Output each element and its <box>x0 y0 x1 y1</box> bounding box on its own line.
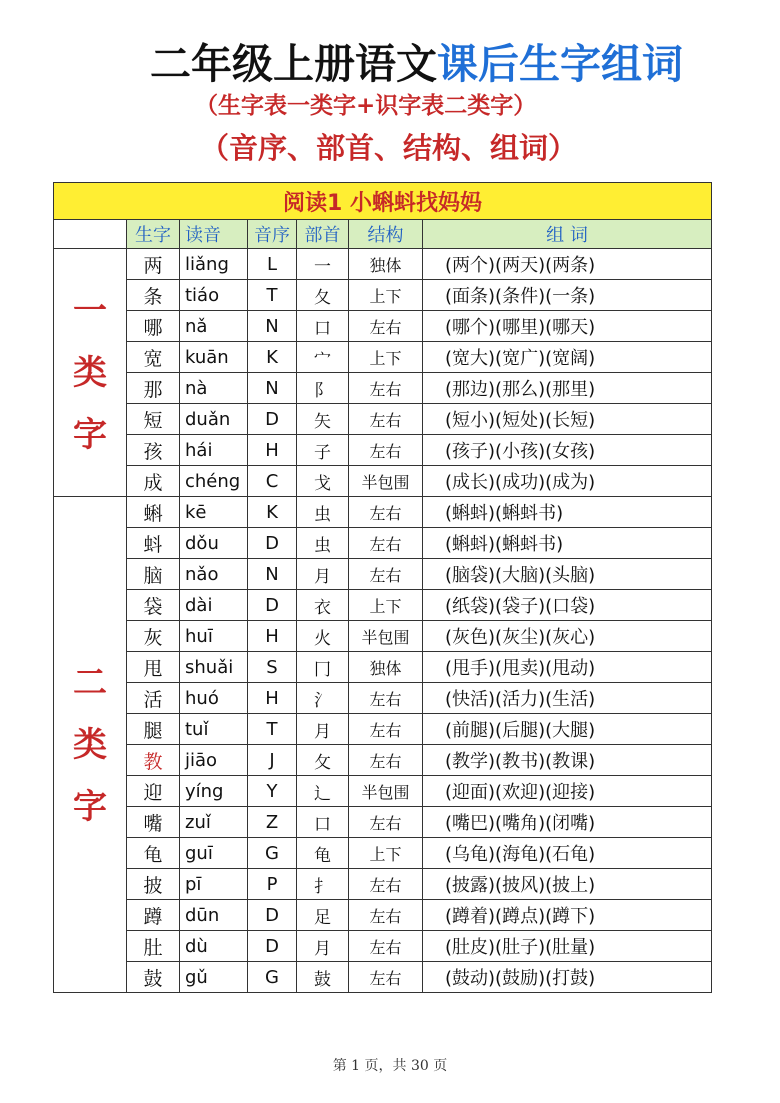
category-label-first <box>54 249 127 497</box>
char-cell: 袋 <box>127 590 180 621</box>
order-cell: G <box>248 838 297 869</box>
category-label-char: 一 <box>73 290 107 331</box>
pinyin-cell: chéng <box>180 466 248 497</box>
words-cell: (哪个)(哪里)(哪天) <box>423 311 712 342</box>
col-header-pinyin: 读音 <box>180 220 248 249</box>
structure-cell: 上下 <box>349 838 423 869</box>
radical-cell: 月 <box>297 931 349 962</box>
radical-cell: 冂 <box>297 652 349 683</box>
radical-cell: 虫 <box>297 497 349 528</box>
category-label-char: 字 <box>73 414 107 455</box>
order-cell: K <box>248 497 297 528</box>
words-cell: (嘴巴)(嘴角)(闭嘴) <box>423 807 712 838</box>
words-cell: (两个)(两天)(两条) <box>423 249 712 280</box>
char-cell: 腿 <box>127 714 180 745</box>
words-cell: (乌龟)(海龟)(石龟) <box>423 838 712 869</box>
table-row <box>54 404 712 435</box>
table-row <box>54 466 712 497</box>
vocab-table-container <box>53 182 711 993</box>
radical-cell: 宀 <box>297 342 349 373</box>
char-cell: 蹲 <box>127 900 180 931</box>
pinyin-cell: hái <box>180 435 248 466</box>
column-header-row <box>54 220 712 249</box>
order-cell: N <box>248 559 297 590</box>
char-cell: 条 <box>127 280 180 311</box>
char-cell: 成 <box>127 466 180 497</box>
structure-cell: 半包围 <box>349 466 423 497</box>
char-cell: 迎 <box>127 776 180 807</box>
words-cell: (成长)(成功)(成为) <box>423 466 712 497</box>
radical-cell: 子 <box>297 435 349 466</box>
table-row <box>54 559 712 590</box>
radical-cell: 戈 <box>297 466 349 497</box>
category-header-blank <box>54 220 127 249</box>
char-cell: 肚 <box>127 931 180 962</box>
pinyin-cell: kuān <box>180 342 248 373</box>
structure-cell: 上下 <box>349 590 423 621</box>
category-label-char: 类 <box>73 352 107 393</box>
order-cell: N <box>248 311 297 342</box>
char-cell: 那 <box>127 373 180 404</box>
radical-cell: 矢 <box>297 404 349 435</box>
char-cell: 蝌 <box>127 497 180 528</box>
structure-cell: 左右 <box>349 931 423 962</box>
order-cell: P <box>248 869 297 900</box>
table-row <box>54 621 712 652</box>
pinyin-cell: tiáo <box>180 280 248 311</box>
radical-cell: 夂 <box>297 280 349 311</box>
structure-cell: 半包围 <box>349 776 423 807</box>
structure-cell: 左右 <box>349 745 423 776</box>
table-row <box>54 776 712 807</box>
structure-cell: 左右 <box>349 962 423 993</box>
structure-cell: 独体 <box>349 249 423 280</box>
radical-cell: 衣 <box>297 590 349 621</box>
words-cell: (孩子)(小孩)(女孩) <box>423 435 712 466</box>
col-header-order: 音序 <box>248 220 297 249</box>
order-cell: H <box>248 435 297 466</box>
words-cell: (快活)(活力)(生活) <box>423 683 712 714</box>
structure-cell: 左右 <box>349 435 423 466</box>
order-cell: T <box>248 714 297 745</box>
table-row <box>54 962 712 993</box>
pinyin-cell: guī <box>180 838 248 869</box>
table-row <box>54 590 712 621</box>
table-row <box>54 249 712 280</box>
char-cell: 教 <box>127 745 180 776</box>
order-cell: Y <box>248 776 297 807</box>
subtitle-content-types: （音序、部首、结构、组词） <box>200 131 578 165</box>
vocab-table <box>53 182 712 993</box>
title-black-part: 二年级上册语文 <box>150 40 437 88</box>
table-row <box>54 528 712 559</box>
category-label-char: 二 <box>73 662 107 703</box>
table-row <box>54 745 712 776</box>
words-cell: (灰色)(灰尘)(灰心) <box>423 621 712 652</box>
words-cell: (披露)(披风)(披上) <box>423 869 712 900</box>
table-row <box>54 714 712 745</box>
order-cell: H <box>248 683 297 714</box>
words-cell: (宽大)(宽广)(宽阔) <box>423 342 712 373</box>
words-cell: (蝌蚪)(蝌蚪书) <box>423 497 712 528</box>
order-cell: Z <box>248 807 297 838</box>
char-cell: 披 <box>127 869 180 900</box>
table-row <box>54 652 712 683</box>
order-cell: J <box>248 745 297 776</box>
structure-cell: 上下 <box>349 280 423 311</box>
structure-cell: 上下 <box>349 342 423 373</box>
vocab-table-body <box>54 249 712 993</box>
radical-cell: 鼓 <box>297 962 349 993</box>
radical-cell: 虫 <box>297 528 349 559</box>
structure-cell: 左右 <box>349 311 423 342</box>
radical-cell: 一 <box>297 249 349 280</box>
radical-cell: 口 <box>297 807 349 838</box>
char-cell: 龟 <box>127 838 180 869</box>
table-row <box>54 869 712 900</box>
words-cell: (肚皮)(肚子)(肚量) <box>423 931 712 962</box>
col-header-structure: 结构 <box>349 220 423 249</box>
structure-cell: 左右 <box>349 869 423 900</box>
order-cell: D <box>248 931 297 962</box>
order-cell: C <box>248 466 297 497</box>
words-cell: (蹲着)(蹲点)(蹲下) <box>423 900 712 931</box>
order-cell: D <box>248 404 297 435</box>
category-label-second <box>54 497 127 993</box>
pinyin-cell: tuǐ <box>180 714 248 745</box>
words-cell: (教学)(教书)(教课) <box>423 745 712 776</box>
col-header-words: 组 词 <box>423 220 712 249</box>
order-cell: S <box>248 652 297 683</box>
order-cell: T <box>248 280 297 311</box>
category-label-char: 字 <box>73 786 107 827</box>
order-cell: N <box>248 373 297 404</box>
radical-cell: 火 <box>297 621 349 652</box>
char-cell: 灰 <box>127 621 180 652</box>
structure-cell: 左右 <box>349 683 423 714</box>
structure-cell: 左右 <box>349 900 423 931</box>
order-cell: D <box>248 590 297 621</box>
pinyin-cell: dài <box>180 590 248 621</box>
words-cell: (迎面)(欢迎)(迎接) <box>423 776 712 807</box>
pinyin-cell: zuǐ <box>180 807 248 838</box>
pinyin-cell: pī <box>180 869 248 900</box>
radical-cell: 月 <box>297 559 349 590</box>
table-row <box>54 435 712 466</box>
words-cell: (那边)(那么)(那里) <box>423 373 712 404</box>
structure-cell: 左右 <box>349 807 423 838</box>
structure-cell: 左右 <box>349 528 423 559</box>
radical-cell: 龟 <box>297 838 349 869</box>
table-row <box>54 342 712 373</box>
structure-cell: 左右 <box>349 373 423 404</box>
pinyin-cell: liǎng <box>180 249 248 280</box>
char-cell: 甩 <box>127 652 180 683</box>
pinyin-cell: jiāo <box>180 745 248 776</box>
table-row <box>54 900 712 931</box>
char-cell: 哪 <box>127 311 180 342</box>
radical-cell: 扌 <box>297 869 349 900</box>
words-cell: (前腿)(后腿)(大腿) <box>423 714 712 745</box>
words-cell: (甩手)(甩卖)(甩动) <box>423 652 712 683</box>
structure-cell: 独体 <box>349 652 423 683</box>
order-cell: K <box>248 342 297 373</box>
radical-cell: 阝 <box>297 373 349 404</box>
pinyin-cell: duǎn <box>180 404 248 435</box>
pinyin-cell: nǎo <box>180 559 248 590</box>
order-cell: D <box>248 900 297 931</box>
structure-cell: 半包围 <box>349 621 423 652</box>
char-cell: 嘴 <box>127 807 180 838</box>
col-header-char: 生字 <box>127 220 180 249</box>
page-title <box>0 38 780 90</box>
words-cell: (纸袋)(袋子)(口袋) <box>423 590 712 621</box>
table-row <box>54 373 712 404</box>
char-cell: 短 <box>127 404 180 435</box>
pinyin-cell: shuǎi <box>180 652 248 683</box>
char-cell: 蚪 <box>127 528 180 559</box>
table-row <box>54 838 712 869</box>
char-cell: 宽 <box>127 342 180 373</box>
table-row <box>54 311 712 342</box>
radical-cell: 足 <box>297 900 349 931</box>
structure-cell: 左右 <box>349 714 423 745</box>
page-footer: 第 1 页，共 30 页 <box>332 1058 448 1074</box>
radical-cell: 氵 <box>297 683 349 714</box>
char-cell: 鼓 <box>127 962 180 993</box>
char-cell: 脑 <box>127 559 180 590</box>
order-cell: D <box>248 528 297 559</box>
char-cell: 活 <box>127 683 180 714</box>
char-cell: 两 <box>127 249 180 280</box>
pinyin-cell: nà <box>180 373 248 404</box>
pinyin-cell: dǒu <box>180 528 248 559</box>
structure-cell: 左右 <box>349 497 423 528</box>
col-header-radical: 部首 <box>297 220 349 249</box>
subtitle-char-categories: （生字表一类字+识字表二类字） <box>195 93 537 119</box>
radical-cell: 月 <box>297 714 349 745</box>
category-label-char: 类 <box>73 724 107 765</box>
words-cell: (鼓动)(鼓励)(打鼓) <box>423 962 712 993</box>
char-cell: 孩 <box>127 435 180 466</box>
structure-cell: 左右 <box>349 404 423 435</box>
pinyin-cell: huī <box>180 621 248 652</box>
pinyin-cell: yíng <box>180 776 248 807</box>
pinyin-cell: dù <box>180 931 248 962</box>
words-cell: (蝌蚪)(蝌蚪书) <box>423 528 712 559</box>
words-cell: (面条)(条件)(一条) <box>423 280 712 311</box>
structure-cell: 左右 <box>349 559 423 590</box>
order-cell: H <box>248 621 297 652</box>
pinyin-cell: nǎ <box>180 311 248 342</box>
words-cell: (脑袋)(大脑)(头脑) <box>423 559 712 590</box>
pinyin-cell: gǔ <box>180 962 248 993</box>
title-blue-part: 课后生字组词 <box>437 40 683 88</box>
radical-cell: 辶 <box>297 776 349 807</box>
table-row <box>54 280 712 311</box>
lesson-title-row <box>54 183 712 220</box>
table-row <box>54 931 712 962</box>
radical-cell: 口 <box>297 311 349 342</box>
words-cell: (短小)(短处)(长短) <box>423 404 712 435</box>
table-row <box>54 683 712 714</box>
pinyin-cell: dūn <box>180 900 248 931</box>
order-cell: L <box>248 249 297 280</box>
lesson-title: 阅读1 小蝌蚪找妈妈 <box>54 183 712 220</box>
pinyin-cell: kē <box>180 497 248 528</box>
order-cell: G <box>248 962 297 993</box>
table-row <box>54 807 712 838</box>
radical-cell: 攵 <box>297 745 349 776</box>
pinyin-cell: huó <box>180 683 248 714</box>
table-row <box>54 497 712 528</box>
